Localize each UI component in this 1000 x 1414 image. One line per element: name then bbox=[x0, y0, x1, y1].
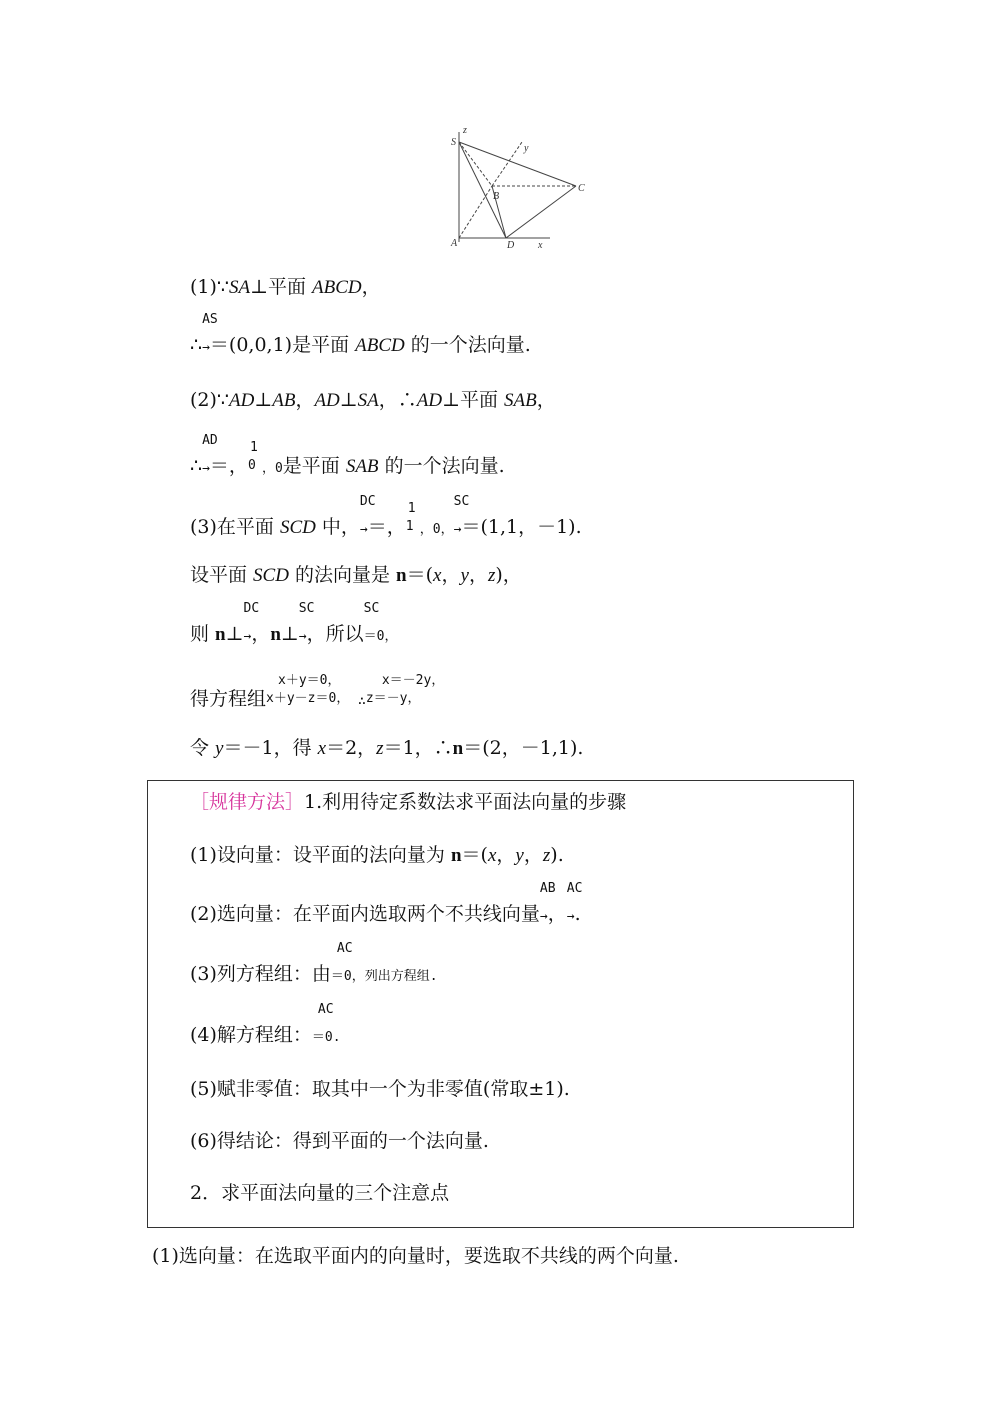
solution-line-4: ∴ AD →＝， 1 0 ，0是平面 SAB 的一个法向量. bbox=[190, 448, 505, 481]
label-a: A bbox=[451, 238, 458, 249]
vector-sc: SC → bbox=[298, 601, 315, 644]
label-x: x bbox=[538, 240, 543, 251]
vector-dc: DC → bbox=[243, 601, 260, 644]
fraction: 1 0 bbox=[247, 440, 258, 473]
vector-as: AS → bbox=[202, 312, 218, 355]
solution-line-5: (3)在平面 SCD 中， DC →＝， 1 1 ，0， SC →＝(1,1，－1). bbox=[190, 509, 582, 542]
fraction: 1 1 bbox=[405, 501, 416, 534]
vector-ab: AB → bbox=[539, 881, 556, 924]
solution-line-6: 设平面 SCD 的法向量是 n＝(x，y，z)， bbox=[190, 564, 522, 586]
solution-line-3: (2)∵AD⊥AB，AD⊥SA，∴AD⊥平面 SAB， bbox=[190, 389, 556, 411]
equation-system-1: x＋y＝0， x＋y－z＝0， bbox=[266, 673, 350, 706]
edge-ab bbox=[459, 186, 492, 238]
label-s: S bbox=[451, 137, 456, 148]
label-b: B bbox=[493, 191, 500, 202]
solution-line-8: 得方程组 x＋y＝0， x＋y－z＝0， ∴ x＝－2y， z＝－y， bbox=[190, 673, 445, 710]
box-line-8: 2．求平面法向量的三个注意点 bbox=[190, 1182, 450, 1204]
edge-dc bbox=[506, 186, 576, 238]
solution-line-2: ∴ AS →＝(0,0,1)是平面 ABCD 的一个法向量. bbox=[190, 333, 531, 360]
box-line-2: (1)设向量：设平面的法向量为 n＝(x，y，z). bbox=[190, 844, 564, 866]
box-line-4: (3)列方程组：由 AC ＝0，列出方程组. bbox=[190, 962, 438, 989]
equation-system-2: x＝－2y， z＝－y， bbox=[365, 673, 445, 706]
box-line-7: (6)得结论：得到平面的一个法向量. bbox=[190, 1130, 489, 1152]
label-y: y bbox=[524, 143, 529, 154]
vector-ad: AD → bbox=[202, 433, 218, 476]
label-c: C bbox=[578, 183, 585, 194]
box-line-5: (4)解方程组： AC ＝0. bbox=[190, 1023, 341, 1050]
vector-sc-2: SC ＝0， bbox=[363, 601, 398, 644]
solution-line-1: (1)∵SA⊥平面 ABCD， bbox=[190, 276, 381, 298]
label-z: z bbox=[463, 125, 467, 136]
solution-line-9: 令 y＝－1，得 x＝2，z＝1，∴n＝(2，－1,1). bbox=[190, 737, 584, 759]
label-d: D bbox=[507, 240, 515, 251]
method-tag: ［规律方法］ bbox=[190, 791, 305, 813]
solution-line-7: 则 n⊥ DC →，n⊥ SC →，所以 SC ＝0， bbox=[190, 622, 397, 649]
vector-dc: DC → bbox=[359, 494, 376, 537]
box-line-3: (2)选向量：在平面内选取两个不共线向量 AB →， AC →. bbox=[190, 902, 581, 929]
vector-sc: SC → bbox=[453, 494, 470, 537]
vector-ac: AC → bbox=[566, 881, 583, 924]
vector-ac: AC ＝0. bbox=[311, 1002, 341, 1045]
vector-ac: AC ＝0，列出方程组. bbox=[330, 941, 438, 984]
note-line-1: (1)选向量：在选取平面内的向量时，要选取不共线的两个向量. bbox=[152, 1245, 679, 1267]
box-line-1: ［规律方法］1.利用待定系数法求平面法向量的步骤 bbox=[190, 791, 627, 813]
pyramid-figure bbox=[444, 124, 590, 252]
edge-sd bbox=[459, 142, 506, 238]
box-line-6: (5)赋非零值：取其中一个为非零值(常取±1). bbox=[190, 1078, 570, 1100]
